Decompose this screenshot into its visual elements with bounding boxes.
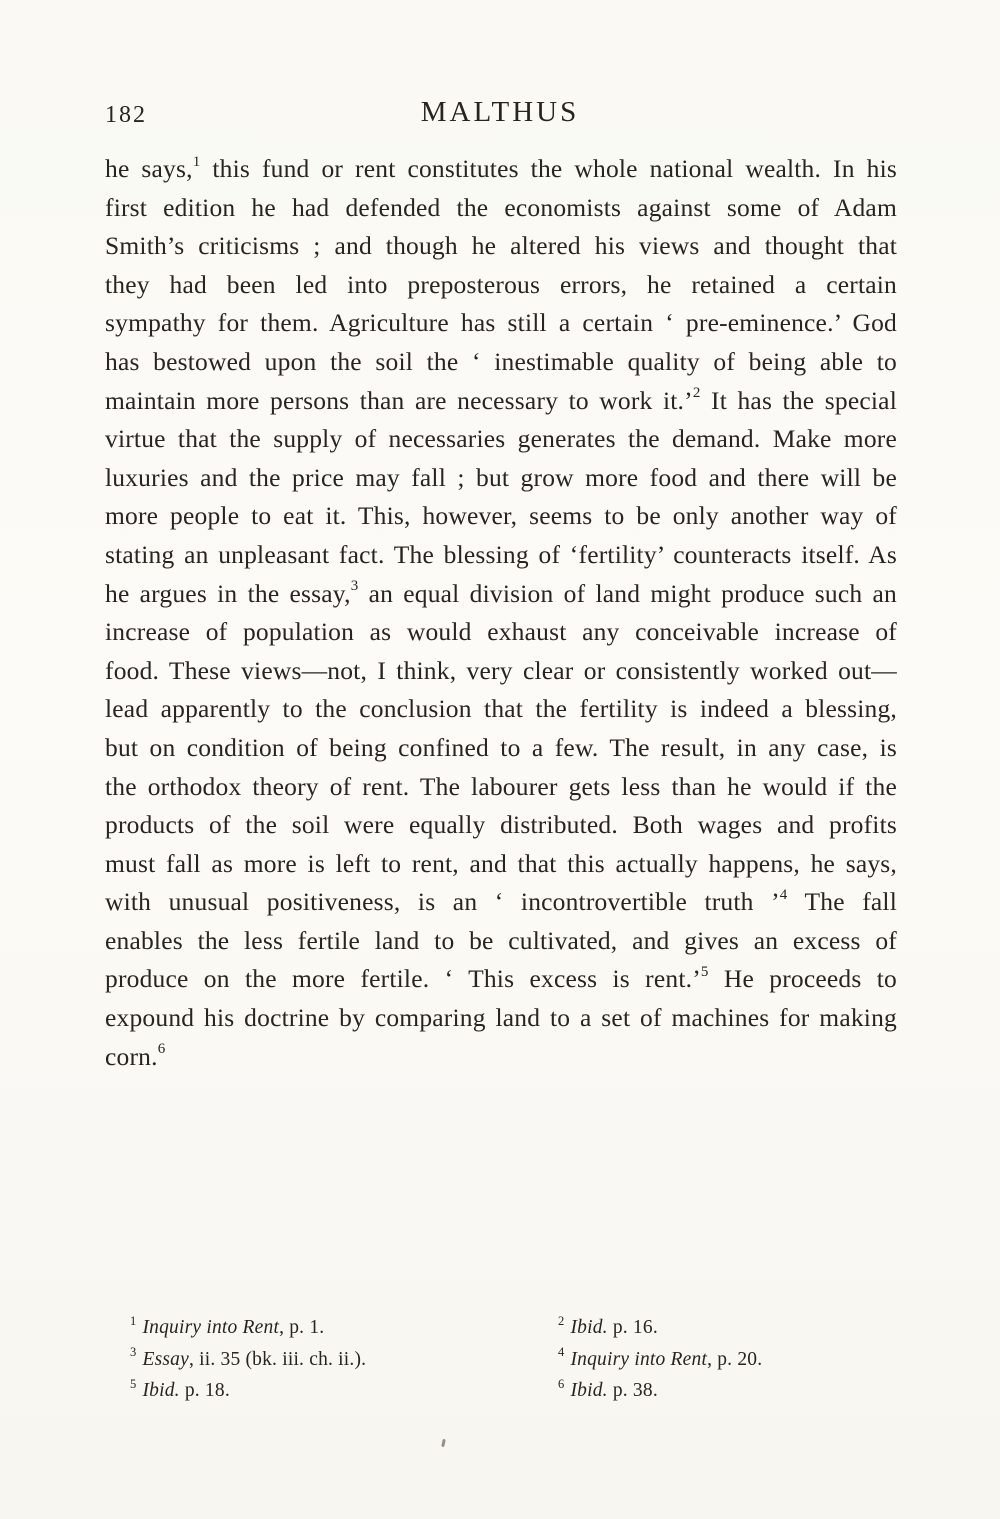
footnote-text: Essay, ii. 35 (bk. iii. ch. ii.). [142,1348,367,1370]
footnote-text: Inquiry into Rent, p. 20. [570,1348,763,1370]
work-title: Inquiry into Rent [142,1317,280,1338]
footnote-ref-6: 6 [157,1041,166,1058]
footnote-1 [130,1312,558,1344]
footnote-text: Ibid. p. 16. [570,1317,658,1338]
page-number: 182 [105,102,147,128]
footnote-marker: 6 [558,1376,565,1391]
footnote-marker: 1 [130,1313,137,1328]
work-title: Ibid. [142,1380,180,1401]
footnotes-left-column [130,1312,558,1407]
footnote-ref-4: 4 [779,886,788,903]
footnotes-right-column [558,1312,905,1407]
footnote-4 [558,1344,905,1376]
footnote-text: Ibid. p. 18. [142,1380,230,1401]
footnote-marker: 5 [130,1376,137,1391]
work-title: Ibid. [570,1380,608,1401]
footnote-text: Ibid. p. 38. [570,1380,658,1401]
footnote-6 [558,1375,905,1407]
running-head: MALTHUS [420,96,580,128]
work-title: Inquiry into Rent [570,1348,708,1370]
footnote-ref-2: 2 [692,385,701,402]
scan-artifact [441,1439,446,1447]
footnote-text: Inquiry into Rent, p. 1. [142,1317,325,1338]
page-header [105,96,895,136]
footnote-3 [130,1344,558,1376]
footnote-ref-5: 5 [700,963,709,980]
footnote-ref-3: 3 [350,578,359,595]
footnotes-section [130,1312,905,1407]
footnote-ref-1: 1 [192,153,201,170]
footnote-marker: 2 [558,1313,565,1328]
work-title: Essay [142,1348,189,1370]
body-paragraph: he says,$^1$ this fund or rent constitutes the whole national wealth. In his first edition he had defended the economists against some of Adam Smith’s criticisms ; and though he altered his views and thought that they had been led into preposterous errors, he retained a certain sympathy for them. Agriculture has still a certain ‘ pre-eminence.’ God has bestowed upon the soil the ‘ inestimable quality of being able to maintain more persons than are necessary to work it.’$^2$ It has the special virtue that the supply of necessaries generates the demand. Make more luxuries and the price may fall ; but grow more food and there will be more people to eat it. This, however, seems to be only another way of stating an unpleasant fact. The blessing of ‘fertility’ counteracts itself. As he argues in the essay,$^3$ an equal division of land might produce such an increase of population as would exhaust any conceivable increase of food. These views—not, I think, very clear or consistently worked out—lead apparently to the conclusion that the fertility is indeed a blessing, but on condition of being confined to a few. The result, in any case, is the orthodox theory of rent. The labourer gets less than he would if the products of the soil were equally distributed. Both wages and profits must fall as more is left to rent, and that this actually happens, he says, with unusual positiveness, is an ‘ incontrovertible truth ’$^4$ The fall enables the less fertile land to be cultivated, and gives an excess of produce on the more fertile. ‘ This excess is rent.’$^5$ He proceeds to expound his doctrine by comparing land to a set of machines for making corn.$^6$ [105,153,898,1071]
footnote-marker: 3 [130,1345,137,1359]
footnote-5 [130,1375,558,1407]
footnote-marker: 4 [558,1345,565,1359]
footnote-2 [558,1312,905,1344]
work-title: Ibid. [570,1317,608,1338]
